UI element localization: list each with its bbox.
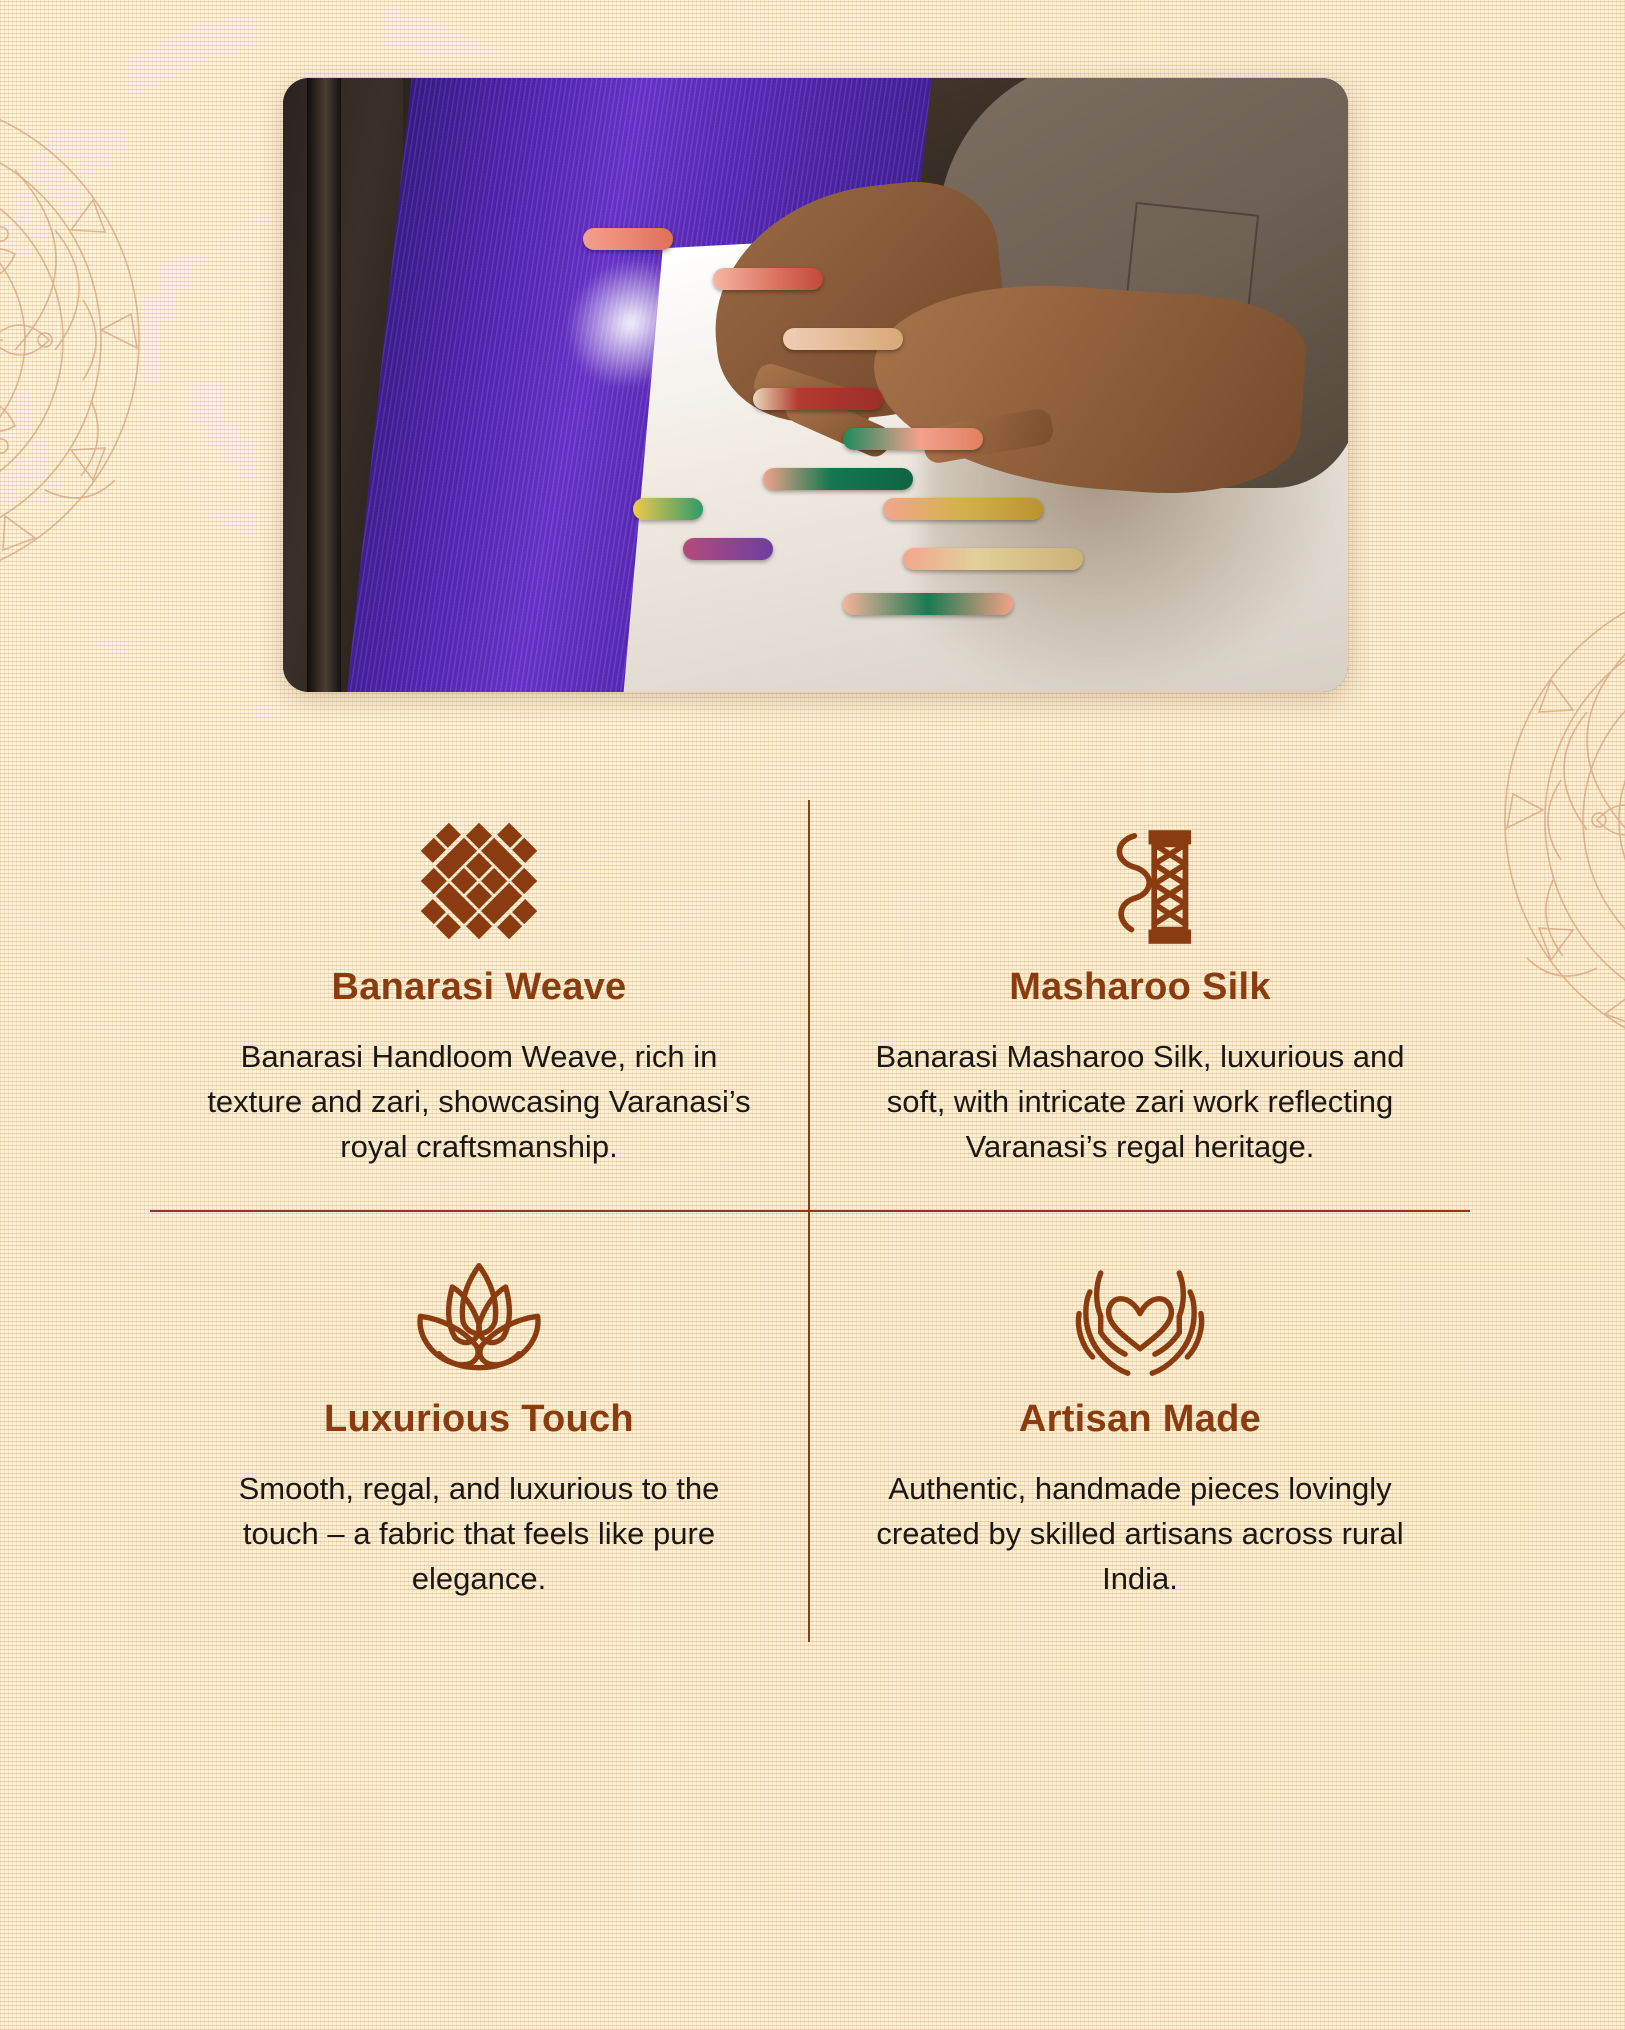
lotus-icon	[196, 1254, 762, 1384]
feature-description: Banarasi Handloom Weave, rich in texture and zari, showcasing Varanasi’s royal craftsmanship.	[207, 1039, 751, 1164]
feature-title: Masharoo Silk	[1009, 966, 1271, 1008]
feature-description: Smooth, regal, and luxurious to the touch – a fabric that feels like pure elegance.	[238, 1470, 720, 1596]
hands-heart-icon	[856, 1254, 1424, 1384]
woven-knot-icon	[196, 822, 762, 952]
feature-title: Luxurious Touch	[324, 1397, 634, 1440]
feature-grid	[150, 800, 1470, 1642]
feature-card-banarasi-weave	[150, 800, 810, 1212]
feature-card-masharoo-silk	[810, 800, 1470, 1212]
feature-card-luxurious-touch	[150, 1212, 810, 1642]
feature-title: Artisan Made	[1018, 1397, 1262, 1440]
handloom-weaving-photo	[283, 78, 1348, 692]
feature-description: Banarasi Masharoo Silk, luxurious and soft, with intricate zari work reflecting Varanasi’s regal heritage.	[875, 1039, 1405, 1164]
feature-card-artisan-made	[810, 1212, 1470, 1642]
thread-spool-icon	[856, 822, 1424, 952]
feature-description: Authentic, handmade pieces lovingly created by skilled artisans across rural India.	[876, 1470, 1404, 1596]
feature-title: Banarasi Weave	[331, 966, 627, 1008]
